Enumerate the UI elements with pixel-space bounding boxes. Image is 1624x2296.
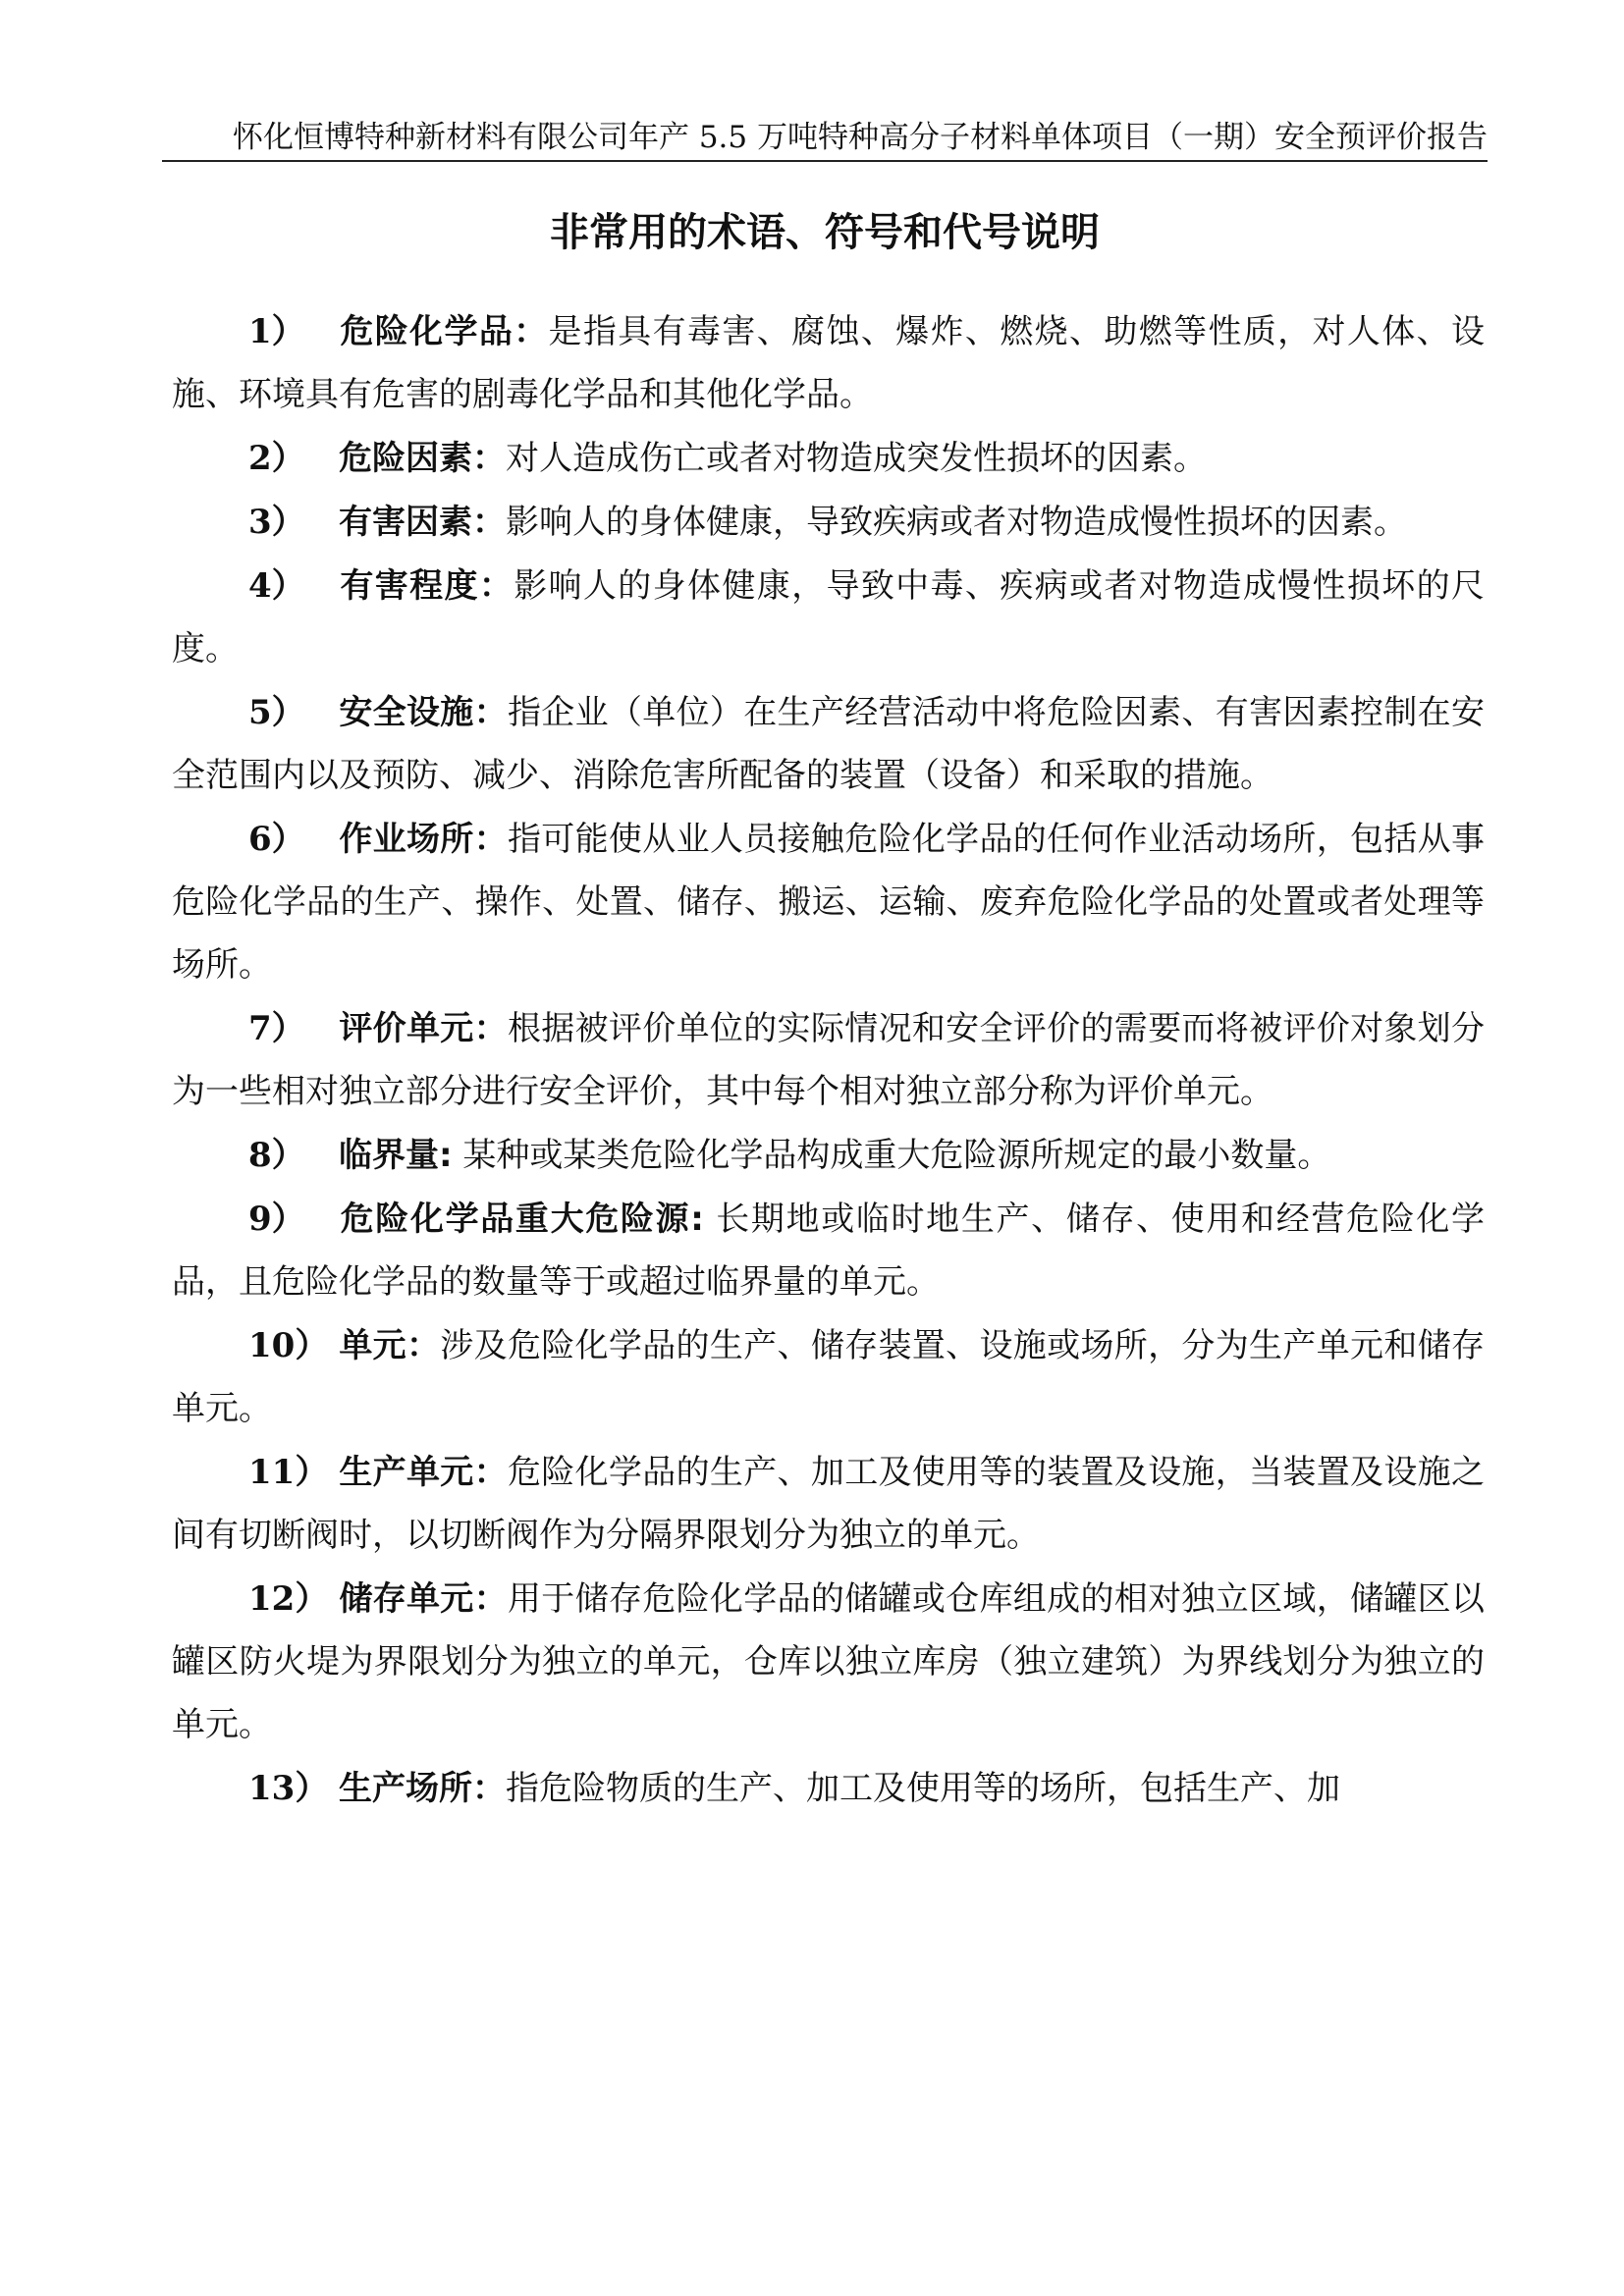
- page-title: 非常用的术语、符号和代号说明: [550, 210, 1100, 255]
- item-text: 是指具有毒害、腐蚀、爆炸、燃烧、助燃等性质，对人体、设施、环境具有危害的剧毒化学品和其他化学品。: [172, 312, 1485, 414]
- item-number: 6）: [248, 820, 305, 859]
- item-term: 有害程度：: [339, 566, 514, 606]
- item-term: 危险化学品：: [339, 312, 549, 351]
- item-term: 危险因素：: [339, 439, 506, 478]
- definition-item: [172, 427, 1485, 490]
- definition-item: [172, 1441, 1485, 1567]
- item-term: 单元：: [339, 1326, 441, 1365]
- item-text: 指危险物质的生产、加工及使用等的场所，包括生产、加: [506, 1769, 1340, 1808]
- item-number: 9）: [248, 1200, 305, 1239]
- definition-item: [172, 808, 1485, 996]
- definition-item: [172, 300, 1485, 426]
- item-text: 涉及危险化学品的生产、储存装置、设施或场所，分为生产单元和储存单元。: [172, 1326, 1486, 1428]
- item-text: 危险化学品的生产、加工及使用等的装置及设施，当装置及设施之间有切断阀时，以切断阀作为分隔界限划分为独立的单元。: [172, 1453, 1486, 1555]
- item-term: 作业场所：: [339, 820, 508, 859]
- item-text: 影响人的身体健康，导致中毒、疾病或者对物造成慢性损坏的尺度。: [172, 566, 1486, 668]
- item-number: 4）: [248, 566, 305, 606]
- definition-item: [172, 1124, 1485, 1187]
- item-number: 13）: [248, 1769, 329, 1808]
- item-text: 指可能使从业人员接触危险化学品的任何作业活动场所，包括从事危险化学品的生产、操作、处置、储存、搬运、运输、废弃危险化学品的处置或者处理等场所。: [172, 820, 1486, 985]
- item-term: 评价单元：: [339, 1009, 508, 1048]
- item-number: 2）: [248, 439, 305, 478]
- item-term: 生产单元：: [339, 1453, 508, 1492]
- item-number: 1）: [248, 312, 305, 351]
- item-number: 11）: [248, 1453, 329, 1492]
- item-text: 影响人的身体健康，导致疾病或者对物造成慢性损坏的因素。: [506, 503, 1407, 542]
- definition-list: [172, 300, 1485, 1821]
- item-number: 8）: [248, 1136, 305, 1175]
- definition-item: [172, 555, 1485, 680]
- item-number: 3）: [248, 503, 305, 542]
- header-rule: [162, 160, 1488, 162]
- item-text: 对人造成伤亡或者对物造成突发性损坏的因素。: [506, 439, 1207, 478]
- running-header: 怀化恒博特种新材料有限公司年产 5.5 万吨特种高分子材料单体项目（一期）安全预评价报告: [232, 120, 1488, 155]
- item-term: 生产场所：: [339, 1769, 506, 1808]
- item-number: 7）: [248, 1009, 305, 1048]
- definition-item: [172, 1314, 1485, 1440]
- item-text: 长期地或临时地生产、储存、使用和经营危险化学品，且危险化学品的数量等于或超过临界量的单元。: [172, 1200, 1485, 1302]
- item-term: 有害因素：: [339, 503, 506, 542]
- item-term: 储存单元：: [339, 1579, 508, 1619]
- item-term: 危险化学品重大危险源:: [339, 1200, 704, 1239]
- item-text: 用于储存危险化学品的储罐或仓库组成的相对独立区域，储罐区以罐区防火堤为界限划分为独立的单元，仓库以独立库房（独立建筑）为界线划分为独立的单元。: [172, 1579, 1486, 1744]
- item-text: 指企业（单位）在生产经营活动中将危险因素、有害因素控制在安全范围内以及预防、减少、消除危害所配备的装置（设备）和采取的措施。: [172, 693, 1486, 795]
- definition-item: [172, 1757, 1485, 1820]
- definition-item: [172, 681, 1485, 807]
- item-text: 根据被评价单位的实际情况和安全评价的需要而将被评价对象划分为一些相对独立部分进行安全评价，其中每个相对独立部分称为评价单元。: [172, 1009, 1486, 1111]
- definition-item: [172, 997, 1485, 1123]
- definition-item: [172, 491, 1485, 554]
- item-number: 10）: [248, 1326, 329, 1365]
- definition-item: [172, 1188, 1485, 1313]
- definition-item: [172, 1568, 1485, 1756]
- item-number: 5）: [248, 693, 305, 732]
- item-term: 安全设施：: [339, 693, 508, 732]
- item-text: 某种或某类危险化学品构成重大危险源所规定的最小数量。: [452, 1136, 1331, 1175]
- item-number: 12）: [248, 1579, 329, 1619]
- item-term: 临界量:: [339, 1136, 453, 1175]
